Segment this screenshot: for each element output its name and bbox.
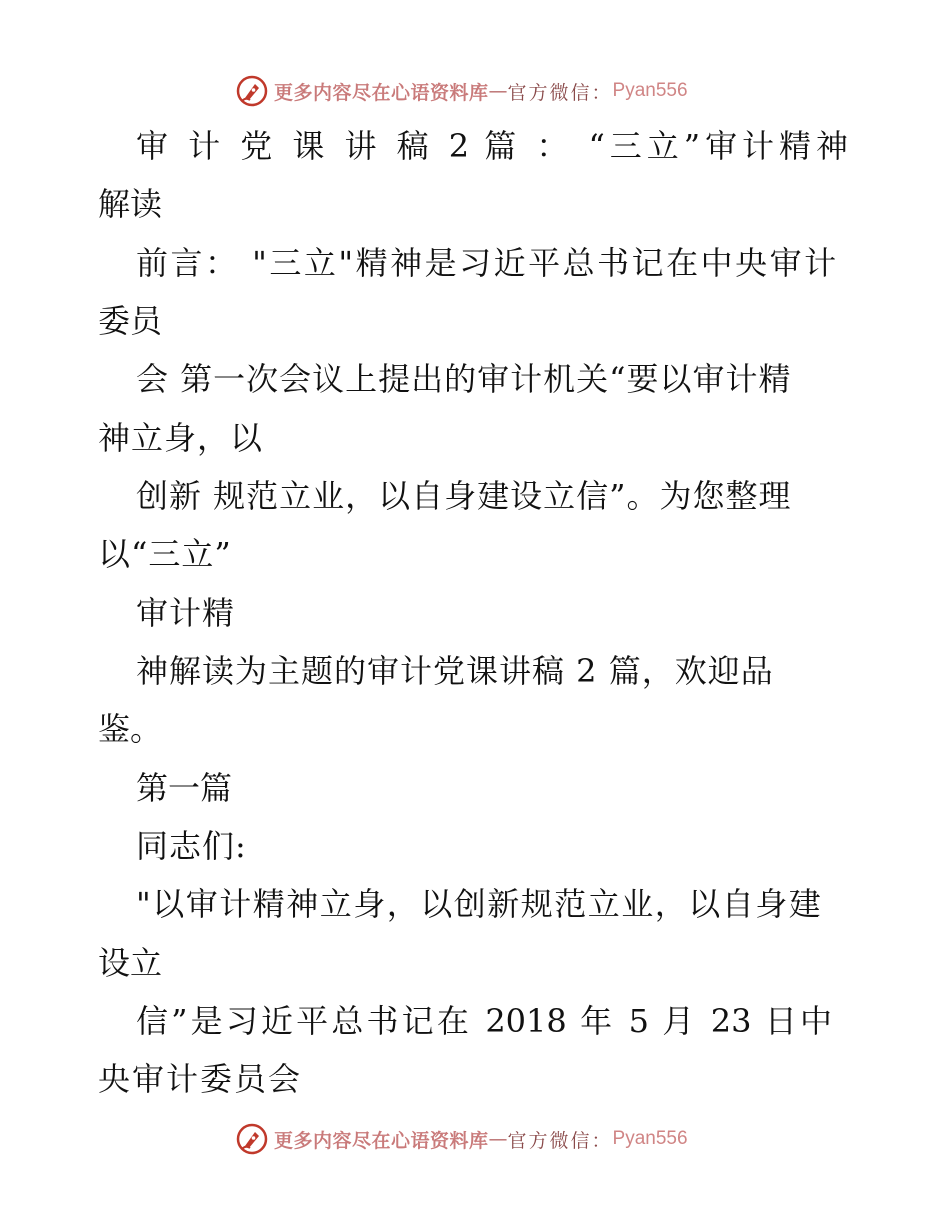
footer-banner bbox=[236, 1122, 688, 1156]
text-line: 神解读为主题的审计党课讲稿 2 篇，欢迎品 bbox=[136, 652, 774, 690]
text-line: 央审计委员会 bbox=[98, 1060, 303, 1098]
banner-wechat-label: 官方微信： bbox=[507, 81, 613, 104]
text-line: 创新 规范立业，以自身建设立信”。为您整理 bbox=[136, 477, 792, 515]
text-line: "以审计精神立身，以创新规范立业，以自身建 bbox=[136, 885, 823, 923]
banner-site-name: 更多内容尽在心语资料库 bbox=[274, 81, 489, 104]
banner-dash: — bbox=[488, 1128, 508, 1150]
banner-wechat-id: Pyan556 bbox=[612, 80, 688, 101]
text-line: 委员 bbox=[98, 302, 163, 340]
text-line: 前言： "三立"精神是习近平总书记在中央审计 bbox=[136, 244, 839, 282]
text-line: 设立 bbox=[98, 944, 163, 982]
text-line: 以“三立” bbox=[98, 535, 232, 573]
text-line: 鉴。 bbox=[98, 710, 163, 748]
text-line: 审 计 党 课 讲 稿 2 篇 ： “三立”审计精神 bbox=[136, 127, 848, 165]
text-line: 会 第一次会议上提出的审计机关“要以审计精 bbox=[136, 360, 792, 398]
header-banner bbox=[236, 74, 688, 108]
text-line: 信”是习近平总书记在 2018 年 5 月 23 日中 bbox=[136, 1002, 832, 1040]
text-line: 神立身，以 bbox=[98, 419, 264, 457]
text-line: 解读 bbox=[98, 185, 163, 223]
banner-wechat-id: Pyan556 bbox=[612, 1128, 688, 1149]
banner-wechat-label: 官方微信： bbox=[507, 1129, 613, 1152]
pen-nib-logo-icon bbox=[236, 75, 268, 107]
banner-dash: — bbox=[488, 80, 508, 102]
banner-site-name: 更多内容尽在心语资料库 bbox=[274, 1129, 489, 1152]
text-line: 同志们: bbox=[136, 827, 247, 865]
pen-nib-logo-icon bbox=[236, 1123, 268, 1155]
text-line: 审计精 bbox=[136, 594, 236, 632]
section-heading: 第一篇 bbox=[136, 769, 233, 807]
